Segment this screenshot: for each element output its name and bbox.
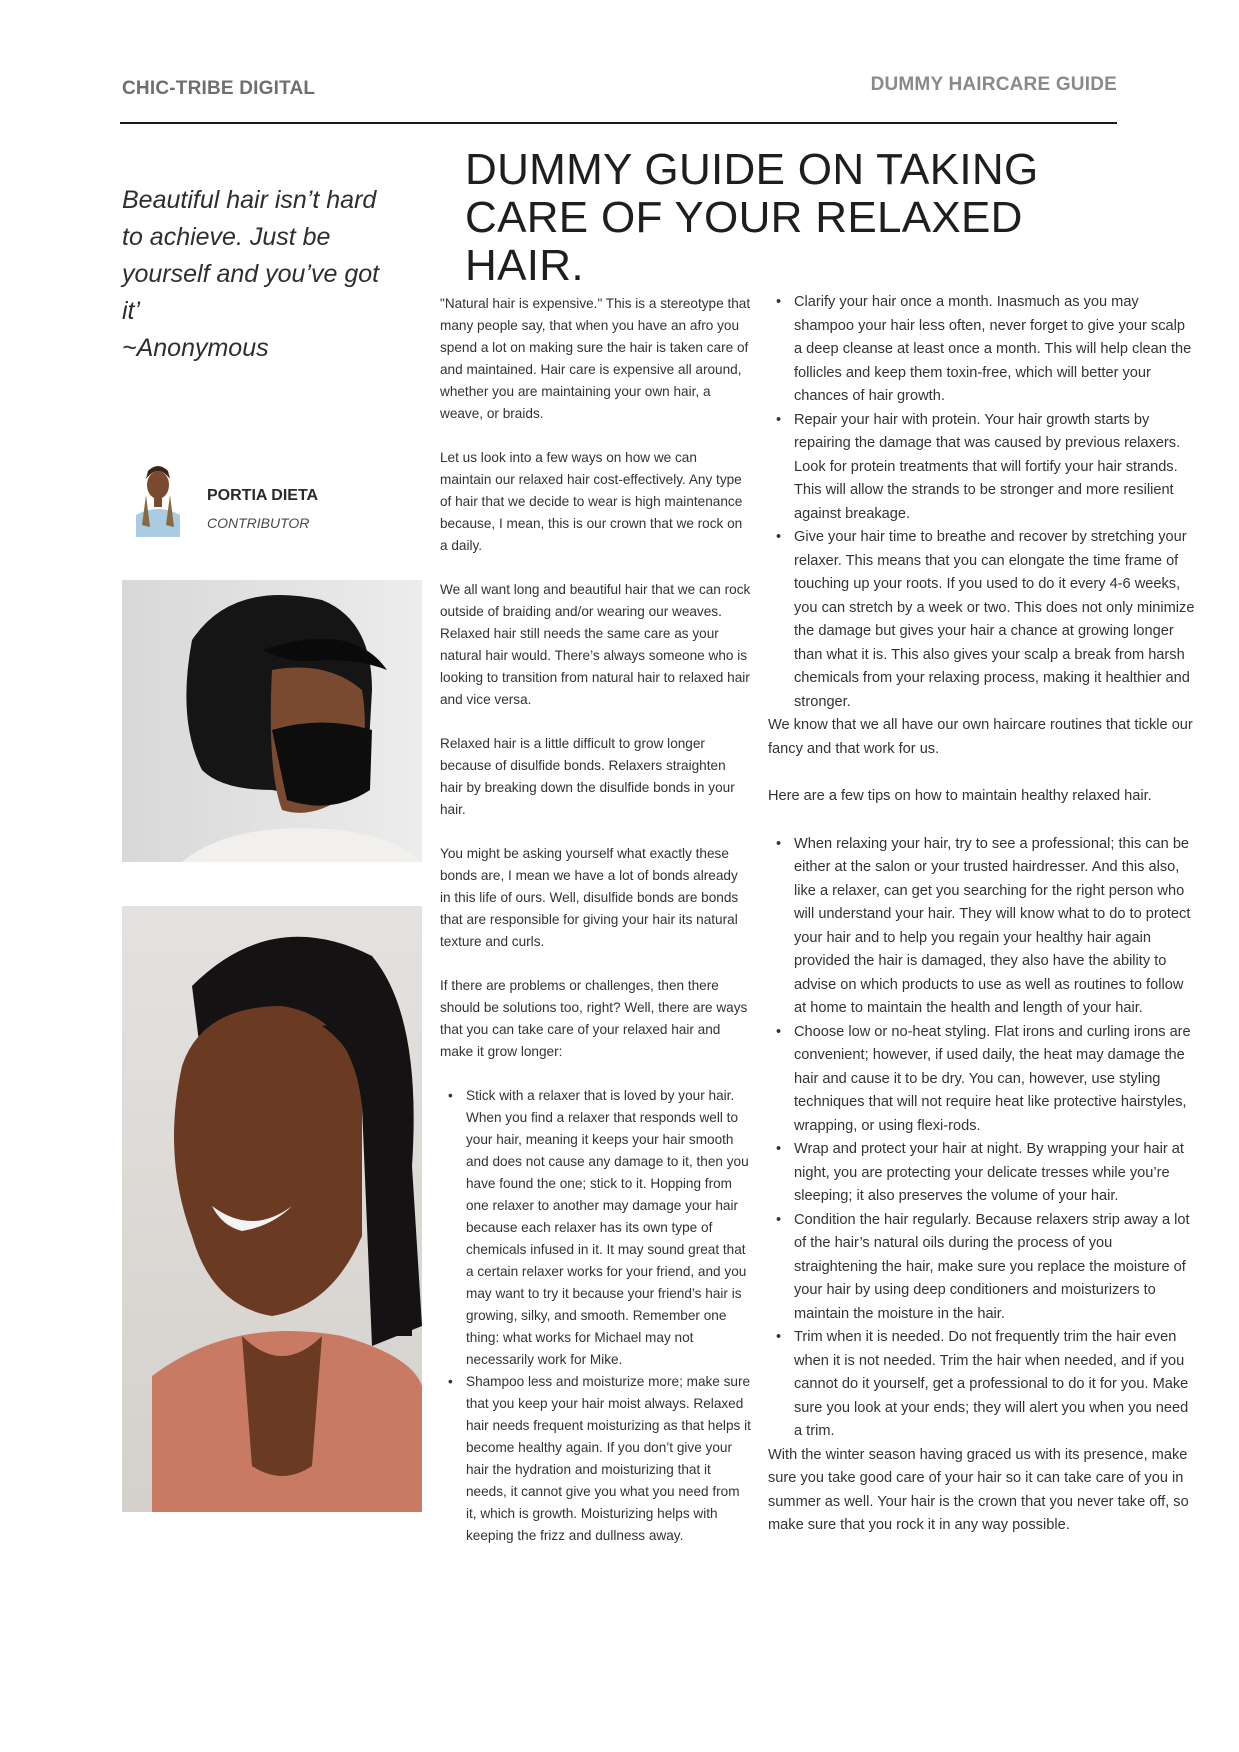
- paragraph: "Natural hair is expensive." This is a stereotype that many people say, that when you have an afro you spend a lot on making sure the hair is taken care of and maintained. Hair care is expensive all around, whether you are maintaining your own hair, a weave, or braids.: [440, 296, 751, 421]
- paragraph: Relaxed hair is a little difficult to grow longer because of disulfide bonds. Relaxers straighten hair by breaking down the disulfide bonds in your hair.: [440, 736, 735, 817]
- tips-list: [440, 1085, 752, 1547]
- tips-list: [768, 833, 1195, 1444]
- list-item: • Choose low or no-heat styling. Flat irons and curling irons are convenient; however, if used daily, the heat may damage the hair and cause it to be dry. You can, however, use styling techniques that will not require heat like protective hairstyles, wrapping, or using flexi-rods.: [768, 1021, 1195, 1139]
- masked-woman-photo: [122, 580, 422, 862]
- list-item: • Clarify your hair once a month. Inasmuch as you may shampoo your hair less often, never forget to give your scalp a deep cleanse at least once a month. This will help clean the follicles and keep them toxin-free, which will better your chances of hair growth.: [768, 291, 1195, 409]
- pull-quote: [122, 182, 412, 367]
- closing-paragraph: With the winter season having graced us with its presence, make sure you take good care of your hair so it can take care of you in summer as well. Your hair is the crown that you never take off, so make sure that you rock it in any way possible.: [768, 1446, 1189, 1533]
- paragraph: If there are problems or challenges, then there should be solutions too, right? Well, there are ways that you can take care of your relaxed hair and make it grow longer:: [440, 978, 748, 1059]
- quote-line: Beautiful hair isn’t hard: [122, 186, 377, 214]
- article-column-middle: [440, 293, 752, 1547]
- list-item: • Shampoo less and moisturize more; make sure that you keep your hair moist always. Relaxed hair needs frequent moisturizing as that helps it become healthy again. If you don’t give your hair the hydration and moisturizing that it needs, it cannot give you what you need from it, which is growth. Moisturizing helps with keeping the frizz and dullness away.: [440, 1371, 752, 1547]
- list-item: • Wrap and protect your hair at night. By wrapping your hair at night, you are protecting your delicate tresses while you’re sleeping; it also preserves the volume of your hair.: [768, 1138, 1195, 1209]
- author-name: PORTIA DIETA: [207, 487, 319, 504]
- quote-line: it’: [122, 297, 141, 325]
- paragraph: We know that we all have our own haircare routines that tickle our fancy and that work for us.: [768, 717, 1193, 757]
- quote-attribution: ~Anonymous: [122, 334, 269, 362]
- author-avatar: [122, 455, 194, 537]
- quote-line: to achieve. Just be: [122, 223, 331, 251]
- list-item: • Trim when it is needed. Do not frequently trim the hair even when it is not needed. Trim the hair when needed, and if you cannot do it yourself, get a professional to do it for you. Make sure you look at your ends; they will alert you when you need a trim.: [768, 1326, 1195, 1444]
- list-item: • When relaxing your hair, try to see a professional; this can be either at the salon or your trusted hairdresser. And this also, like a relaxer, can get you searching for the right person who will understand your hair. They will know what to do to protect your hair and to help you regain your healthy hair again provided the hair is damaged, they also have the ability to advise on which products to use as well as routines to follow at home to maintain the health and length of your hair.: [768, 833, 1195, 1021]
- article-column-right: [768, 291, 1195, 1538]
- paragraph: You might be asking yourself what exactly these bonds are, I mean we have a lot of bonds already in this life of ours. Well, disulfide bonds are bonds that are responsible for giving your hair its natural texture and curls.: [440, 846, 739, 949]
- paragraph: Let us look into a few ways on how we can maintain our relaxed hair cost-effectively. Any type of hair that we decide to wear is high maintenance because, I mean, this is our crown that we rock on a daily.: [440, 450, 743, 553]
- list-item: • Condition the hair regularly. Because relaxers strip away a lot of the hair’s natural oils during the process of you straightening the hair, make sure you replace the moisture of your hair by using deep conditioners and moisturizers to maintain the moisture in the hair.: [768, 1209, 1195, 1327]
- paragraph: We all want long and beautiful hair that we can rock outside of braiding and/or wearing our weaves. Relaxed hair still needs the same care as your natural hair would. There’s always someone who is looking to transition from natural hair to relaxed hair and vice versa.: [440, 582, 751, 707]
- publisher-name: CHIC-TRIBE DIGITAL: [122, 78, 316, 99]
- list-item: • Stick with a relaxer that is loved by your hair. When you find a relaxer that responds well to your hair, meaning it keeps your hair smooth and does not cause any damage to it, then you have found the one; stick to it. Hopping from one relaxer to another may damage your hair because each relaxer has its own type of chemicals infused in it. It may sound great that a certain relaxer works for your friend, and you may want to try it because your friend’s hair is growing, silky, and smooth. Remember one thing: what works for Michael may not necessarily work for Mike.: [440, 1085, 752, 1371]
- smiling-woman-photo: [122, 906, 422, 1512]
- list-item: • Repair your hair with protein. Your hair growth starts by repairing the damage that was caused by previous relaxers. Look for protein treatments that will fortify your hair strands. This will allow the strands to be stronger and more resilient against breakage.: [768, 409, 1195, 527]
- guide-name: DUMMY HAIRCARE GUIDE: [870, 74, 1117, 95]
- quote-line: yourself and you’ve got: [122, 260, 380, 288]
- author-role: CONTRIBUTOR: [207, 515, 310, 531]
- header-divider: [120, 122, 1117, 124]
- tips-list: [768, 291, 1195, 714]
- article-title: DUMMY GUIDE ON TAKING CARE OF YOUR RELAXED HAIR.: [465, 145, 1039, 290]
- paragraph: Here are a few tips on how to maintain healthy relaxed hair.: [768, 788, 1152, 804]
- list-item: • Give your hair time to breathe and recover by stretching your relaxer. This means that you can elongate the time frame of touching up your roots. If you used to do it every 4-6 weeks, you can stretch by a week or two. This does not only minimize the damage but gives your hair a chance at growing longer than what it is. This also gives your scalp a break from harsh chemicals from your relaxing process, making it healthier and stronger.: [768, 526, 1195, 714]
